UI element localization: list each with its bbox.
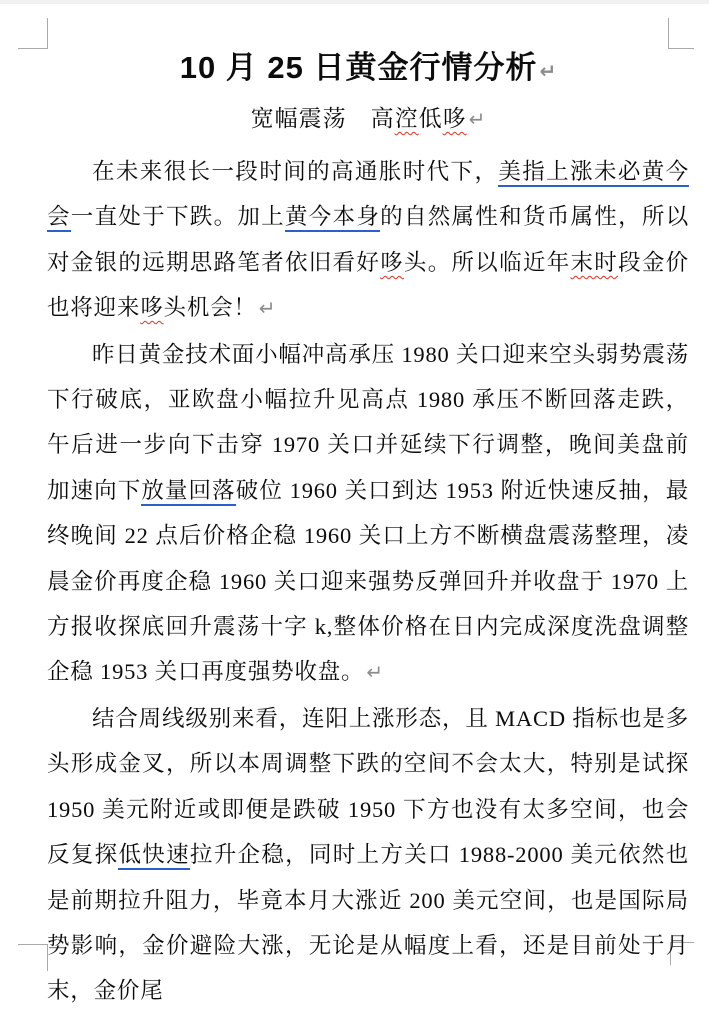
text-area [47, 44, 689, 1014]
text-segment: 高 [370, 106, 395, 131]
page-edge-strip [0, 0, 709, 4]
paragraph-segments [47, 342, 689, 685]
document-title [47, 44, 689, 95]
text-segment [347, 106, 371, 131]
paragraph [47, 149, 689, 332]
underlined-text: 黄今本身 [285, 204, 380, 232]
misspelled-text: 哆 [380, 249, 404, 275]
underlined-text: 低快速 [118, 842, 189, 870]
paragraph [47, 332, 689, 696]
text-segment: 的自然属性和货币属性，所以对金银的远期思路笔者依旧看好 [47, 204, 689, 275]
text-segment: 头机会！ [163, 295, 257, 321]
paragraph-mark-icon: ↵ [366, 660, 384, 685]
paragraph-segments [47, 706, 689, 1003]
document-subtitle [47, 99, 689, 139]
misspelled-text: 哆 [442, 106, 467, 131]
paragraph-segments [47, 159, 689, 320]
misspelled-text: 涳 [394, 106, 419, 131]
paragraph-mark-icon: ↵ [539, 59, 557, 83]
misspelled-text: 末时 [570, 249, 619, 275]
subtitle-segments [251, 106, 467, 131]
text-segment: 宽幅震荡 [250, 106, 347, 131]
text-segment: 一直处于下跌。加上 [70, 204, 285, 230]
text-segment: 头。所以临近年 [403, 249, 571, 275]
document-title-text: 10 月 25 日黄金行情分析 [179, 50, 538, 85]
text-segment: 昨日黄金技术面小幅冲高承压 1980 关口迎来空头弱势震荡下行破底，亚欧盘小幅拉升见高点 1980 承压不断回落走跌，午后进一步向下击穿 1970 关口并延续下行调整，晚间美盘前加速向下 [47, 341, 689, 503]
paragraph-mark-icon: ↵ [468, 107, 486, 131]
text-segment: 低 [418, 106, 443, 131]
text-segment: 段金价也将迎来 [47, 249, 689, 321]
crop-mark-top-left-icon [18, 18, 48, 49]
text-segment: 破位 1960 关口到达 1953 附近快速反抽，最终晚间 22 点后价格企稳 1960 关口上方不断横盘震荡整理，凌晨金价再度企稳 1960 关口迎来强势反弹回升并收盘于 1970 上方报收探底回升震荡十字 k,整体价格在日内完成深度洗盘调整企稳 1953 关口再度强势收盘。 [47, 477, 690, 685]
underlined-text: 放量回落 [141, 478, 235, 506]
crop-mark-bottom-left-icon [18, 944, 48, 971]
misspelled-text: 哆 [140, 295, 164, 321]
text-segment: 在未来很长一段时间的高通胀时代下， [92, 159, 499, 184]
text-segment: 拉升企稳，同时上方关口 1988-2000 美元依然也是前期拉升阻力，毕竟本月大涨近 200 美元空间，也是国际局势影响，金价避险大涨，无论是从幅度上看，还是目前处于月末，金价尾 [47, 842, 690, 1004]
paragraph-mark-icon: ↵ [258, 296, 276, 321]
underlined-text: 美指上涨未必黄今会 [47, 159, 689, 232]
text-segment: 结合周线级别来看，连阳上涨形态，且 MACD 指标也是多头形成金叉，所以本周调整下跌的空间不会太大，特别是试探 1950 美元附近或即便是跌破 1950 下方也没有太多空间，也会反复探 [47, 705, 689, 868]
paragraph [47, 696, 689, 1014]
